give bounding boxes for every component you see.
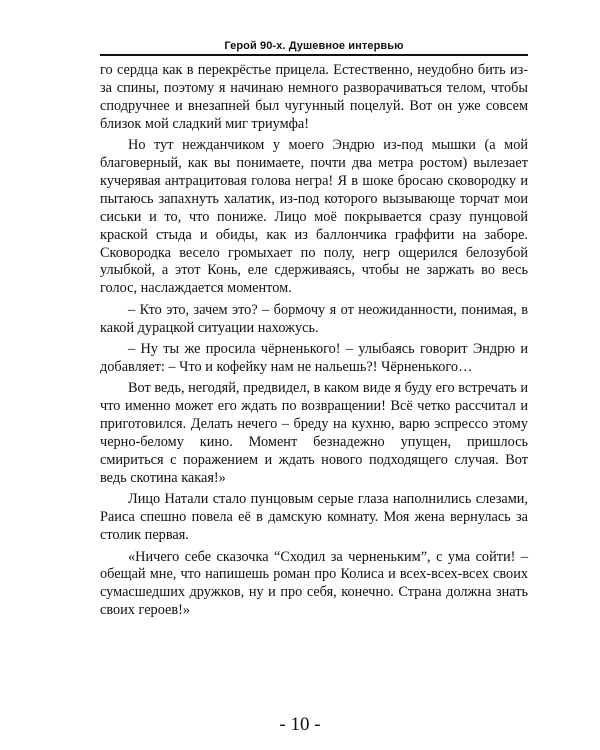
paragraph: – Кто это, зачем это? – бормочу я от неожиданности, понимая, в какой дурацкой ситуации нахожусь. bbox=[100, 301, 528, 336]
paragraph: – Ну ты же просила чёрненького! – улыбаясь говорит Эндрю и добавляет: – Что и кофейку нам не нальешь?! Чёрненького… bbox=[100, 341, 528, 375]
page-number: - 10 - bbox=[279, 714, 321, 735]
running-header: Герой 90-х. Душевное интервью bbox=[224, 40, 404, 52]
paragraph: Но тут нежданчиком у моего Эндрю из-под мышки (а мой благоверный, как вы понимаете, почти два метра ростом) вылезает кучерявая антрацитовая голова негра! Я в шоке бросаю сковородку и пытаюсь запахнуть халатик, из-под которого вызывающе торчат мои сиськи и то, что пониже. Лицо моё покрывается сразу пунцовой краской стыда и обиды, как из баллончика граффити на заборе. Сковородка весело громыхает по полу, негр ощерился белозубой улыбкой, а этот Конь, еле сдерживаясь, чтобы не заржать во весь голос, наслаждается моментом. bbox=[100, 137, 528, 297]
paragraph: Вот ведь, негодяй, предвидел, в каком виде я буду его встречать и что именно может его ждать по возвращении! Всё четко рассчитал и приготовился. Делать нечего – бреду на кухню, варю эспрессо этому черно-белому кино. Момент безнадежно упущен, пришлось смириться с поражением и ждать нового подходящего случая. Вот ведь скотина какая!» bbox=[100, 380, 528, 486]
paragraph: Лицо Натали стало пунцовым серые глаза наполнились слезами, Раиса спешно повела её в дамскую комнату. Моя жена вернулась за столик первая. bbox=[100, 491, 528, 544]
body-text bbox=[100, 62, 528, 624]
paragraph: «Ничего себе сказочка “Сходил за черненьким”, с ума сойти! – обещай мне, что напишешь роман про Колиса и всех-всех-всех своих сумасшедших дружков, ну и про себя, конечно. Страна должна знать своих героев!» bbox=[100, 548, 528, 619]
header-rule bbox=[100, 54, 528, 56]
paragraph: го сердца как в перекрёстье прицела. Естественно, неудобно бить из-за спины, поэтому я начинаю немного разворачиваться телом, чтобы сподручнее и внезапней был чугунный поцелуй. Вот он уже совсем близок мой сладкий миг триумфа! bbox=[100, 62, 528, 132]
